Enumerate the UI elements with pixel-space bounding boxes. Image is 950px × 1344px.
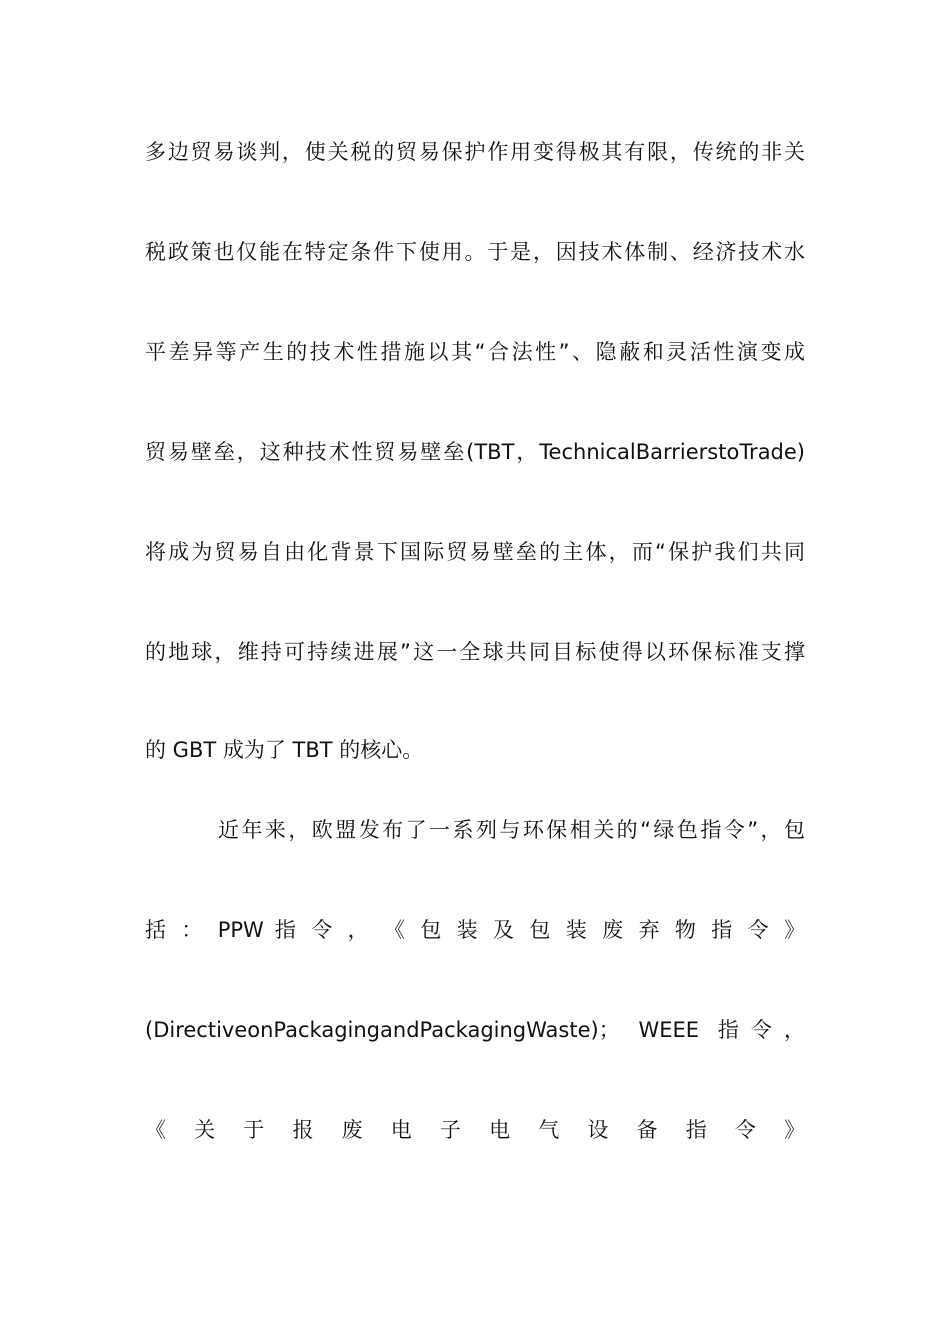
- paragraph-first-line: 近年来，欧盟发布了一系列与环保相关的“绿色指令”，包: [218, 818, 805, 842]
- paragraph-line: 将成为贸易自由化背景下国际贸易壁垒的主体，而“保护我们共同: [145, 540, 805, 564]
- paragraph-line: 贸易壁垒，这种技术性贸易壁垒(TBT，TechnicalBarrierstoTrade): [145, 440, 805, 464]
- paragraph-last-line: 的 GBT 成为了 TBT 的核心。: [145, 738, 424, 762]
- paragraph-line: (DirectiveonPackagingandPackagingWaste)； WEEE 指令，: [145, 1018, 805, 1042]
- paragraph-line: 平差异等产生的技术性措施以其“合法性”、隐蔽和灵活性演变成: [145, 340, 805, 364]
- paragraph-line: 多边贸易谈判，使关税的贸易保护作用变得极其有限，传统的非关: [145, 140, 805, 164]
- paragraph-line: 税政策也仅能在特定条件下使用。于是，因技术体制、经济技术水: [145, 240, 805, 264]
- paragraph-line: 括 ： PPW 指 令 ， 《 包 装 及 包 装 废 弃 物 指 令 》: [145, 918, 805, 942]
- paragraph-line: 《 关 于 报 废 电 子 电 气 设 备 指 令 》: [145, 1118, 805, 1142]
- paragraph-line: 的地球，维持可持续进展”这一全球共同目标使得以环保标准支撑: [145, 640, 805, 664]
